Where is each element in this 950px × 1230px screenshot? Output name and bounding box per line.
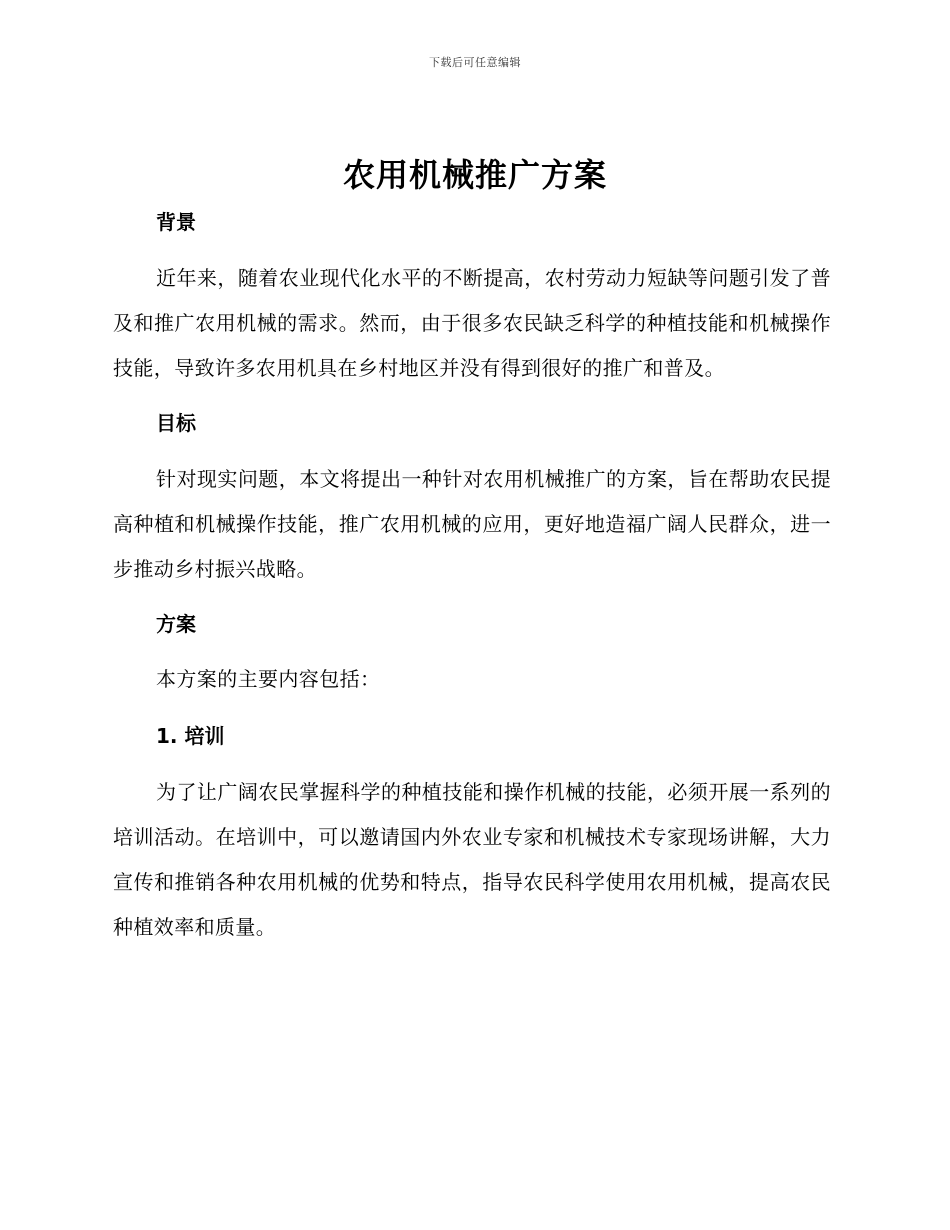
heading-background: 背景 — [156, 210, 196, 234]
document-title: 农用机械推广方案 — [342, 156, 607, 194]
heading-training: 1. 培训 — [156, 724, 225, 748]
header-note: 下载后可任意编辑 — [429, 56, 521, 69]
paragraph-goal: 针对现实问题，本文将提出一种针对农用机械推广的方案，旨在帮助农民提高种植和机械操作技能，推广农用机械的应用，更好地造福广阔人民群众，进一步推动乡村振兴战略。 — [113, 467, 831, 581]
document-body — [113, 206, 831, 950]
paragraph-background: 近年来，随着农业现代化水平的不断提高，农村劳动力短缺等问题引发了普及和推广农用机械的需求。然而，由于很多农民缺乏科学的种植技能和机械操作技能，导致许多农用机具在乡村地区并没有得到很好的推广和普及。 — [113, 266, 831, 380]
heading-plan: 方案 — [156, 612, 196, 636]
heading-goal: 目标 — [156, 411, 196, 435]
paragraph-training: 为了让广阔农民掌握科学的种植技能和操作机械的技能，必须开展一系列的培训活动。在培训中，可以邀请国内外农业专家和机械技术专家现场讲解，大力宣传和推销各种农用机械的优势和特点，指导农民科学使用农用机械，提高农民种植效率和质量。 — [113, 780, 831, 939]
paragraph-plan: 本方案的主要内容包括： — [156, 667, 381, 691]
